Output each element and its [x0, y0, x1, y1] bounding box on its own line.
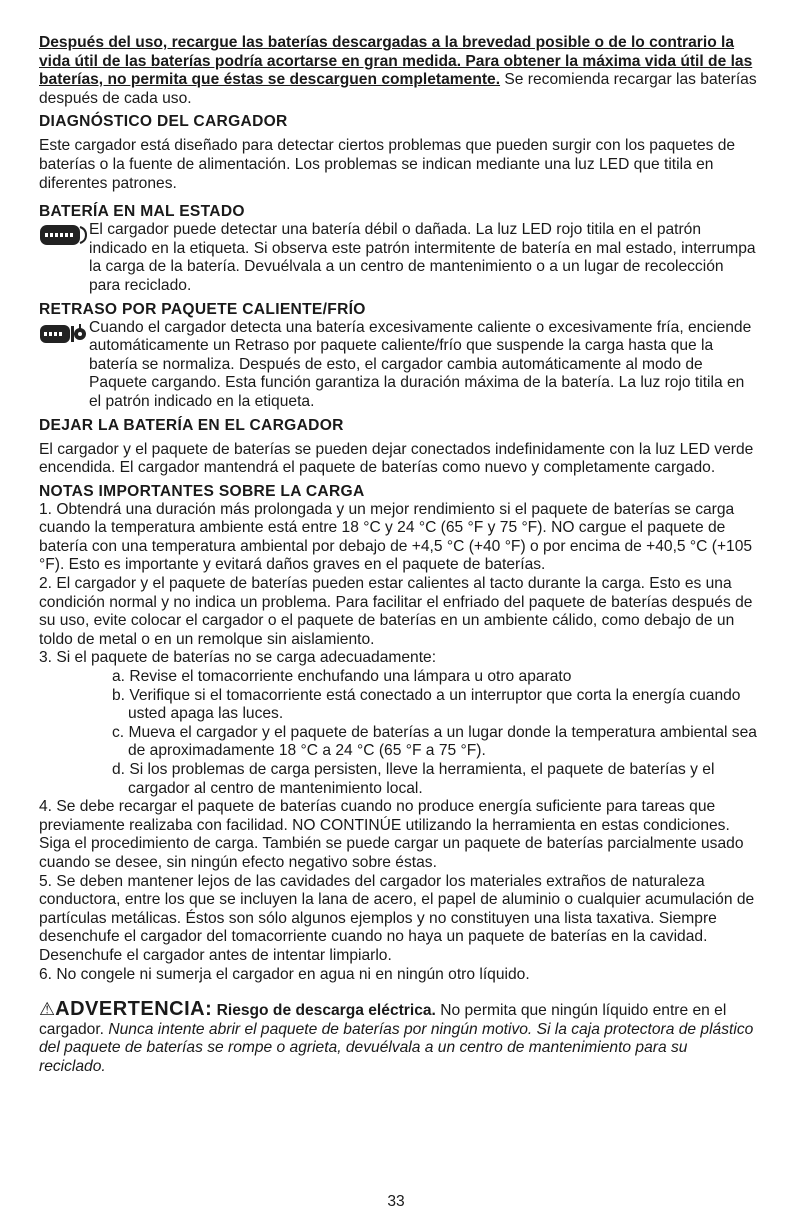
intro-bold-notice: Después del uso, recargue las baterías descargadas a la brevedad posible o de lo contrario la vida útil de las baterías podría acortarse en gran medida. Para obtener la máxima vida útil de las baterías, no permita que éstas se descarguen completamente. [39, 34, 753, 89]
charging-note-3a: a. Revise el tomacorriente enchufando una lámpara u otro aparato [112, 668, 572, 686]
electric-shock-warning [39, 1000, 757, 1076]
page-number: 33 [387, 1193, 405, 1210]
hot-cold-pack-led-pattern-icon [39, 321, 87, 347]
bad-battery-led-pattern-icon [39, 223, 87, 247]
charging-note-3-sublist [39, 668, 757, 798]
bad-battery-body: El cargador puede detectar una batería débil o dañada. La luz LED rojo titila en el patrón indicado en la etiqueta. Si observa este patrón intermitente de batería en mal estado, interrumpa la carga de la batería. Devuélvala a un centro de mantenimiento o a un lugar de recolección para reciclado. [89, 221, 756, 294]
warning-title: ADVERTENCIA: [55, 998, 213, 1021]
leave-in-charger-heading: DEJAR LA BATERÍA EN EL CARGADOR [39, 416, 344, 434]
charging-note-3: 3. Si el paquete de baterías no se carga adecuadamente: [39, 649, 437, 667]
charging-note-3b: b. Verifique si el tomacorriente está conectado a un interruptor que corta la energía cuando usted apaga las luces. [112, 686, 741, 723]
charging-note-4: 4. Se debe recargar el paquete de baterías cuando no produce energía suficiente para tareas que previamente realizaba con facilidad. NO CONTINÚE utilizando la herramienta en estas condiciones. Siga el procedimiento de carga. También se puede cargar un paquete de baterías parcialmente usado cuando se desee, sin ningún efecto negativo sobre éstas. [39, 798, 744, 871]
warning-subtitle: Riesgo de descarga eléctrica. [212, 1002, 436, 1020]
hot-cold-delay-section [39, 319, 757, 412]
manual-page-content [39, 34, 757, 1077]
warning-normal-text: No permita que ningún líquido entre en el cargador. [39, 1002, 727, 1038]
charging-note-5: 5. Se deben mantener lejos de las cavidades del cargador los materiales extraños de naturaleza conductora, entre los que se incluyen la lana de acero, el papel de aluminio o cualquier acumulación de partículas metálicas. Éstos son sólo algunos ejemplos y no constituyen una lista taxativa. Siempre desenchufe el cargador del tomacorriente cuando no haya un paquete de baterías en la cavidad. Desenchufe el cargador antes de intentar limpiarlo. [39, 872, 755, 964]
intro-paragraph [39, 34, 757, 108]
hot-cold-delay-body: Cuando el cargador detecta una batería excesivamente caliente o excesivamente fría, enciende automáticamente un Retraso por paquete caliente/frío que suspende la carga hasta que la batería se normaliza. Después de esto, el cargador cambia automáticamente al modo de Paquete cargando. Esta función garantiza la duración máxima de la batería. La luz rojo titila en el patrón indicado en la etiqueta. [89, 318, 752, 410]
charging-note-6: 6. No congele ni sumerja el cargador en agua ni en ningún otro líquido. [39, 965, 530, 983]
charging-note-3c: c. Mueva el cargador y el paquete de baterías a un lugar donde la temperatura ambiental sea de aproximadamente 18 °C a 24 °C (65 °F a 75 °F). [112, 723, 757, 760]
charging-note-3d: d. Si los problemas de carga persisten, lleve la herramienta, el paquete de baterías y el cargador al centro de mantenimiento local. [112, 761, 715, 797]
hot-cold-delay-heading: RETRASO POR PAQUETE CALIENTE/FRÍO [39, 300, 366, 318]
charger-diagnostics-heading: DIAGNÓSTICO DEL CARGADOR [39, 113, 288, 131]
charging-notes-list [39, 501, 757, 984]
warning-triangle-icon: ⚠ [39, 999, 56, 1020]
warning-italic-text: Nunca intente abrir el paquete de baterías por ningún motivo. Si la caja protectora de plástico del paquete de baterías se rompe o agrieta, devuélvala a un centro de mantenimiento para su reciclado. [39, 1020, 754, 1075]
bad-battery-section [39, 221, 757, 295]
charging-notes-heading: NOTAS IMPORTANTES SOBRE LA CARGA [39, 482, 365, 500]
leave-in-charger-body: El cargador y el paquete de baterías se pueden dejar conectados indefinidamente con la luz LED verde encendida. El cargador mantendrá el paquete de baterías como nuevo y completamente cargado. [39, 440, 754, 477]
intro-recommendation: Se recomienda recargar las baterías después de cada uso. [39, 71, 757, 107]
charging-note-2: 2. El cargador y el paquete de baterías pueden estar calientes al tacto durante la carga. Esto es una condición normal y no indica un problema. Para facilitar el enfriado del paquete de baterías después de su uso, evite colocar el cargador o el paquete de baterías en un ambiente cálido, como debajo de un toldo de metal o en un remolque sin aislamiento. [39, 575, 753, 648]
charging-note-1: 1. Obtendrá una duración más prolongada y un mejor rendimiento si el paquete de baterías se carga cuando la temperatura ambiente está entre 18 °C y 24 °C (65 °F y 75 °F). NO cargue el paquete de batería con una temperatura ambiental por debajo de +4,5 °C (+40 °F) o por encima de +40,5 °C (+105 °F). Esto es importante y evitará daños graves en el paquete de baterías. [39, 500, 753, 574]
charger-diagnostics-body: Este cargador está diseñado para detectar ciertos problemas que pueden surgir con los paquetes de baterías o la fuente de alimentación. Los problemas se indican mediante una luz LED que titila en diferentes patrones. [39, 137, 736, 192]
bad-battery-heading: BATERÍA EN MAL ESTADO [39, 203, 245, 221]
